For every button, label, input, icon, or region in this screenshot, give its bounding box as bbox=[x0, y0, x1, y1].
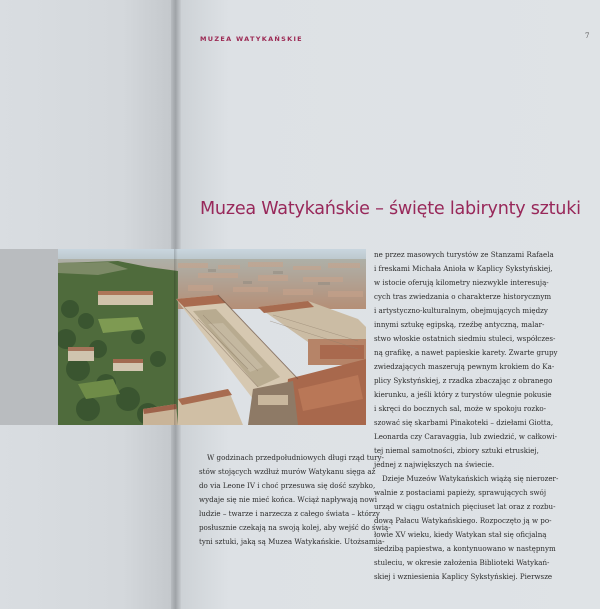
left-page-gray-band bbox=[0, 249, 58, 425]
text-line: posłusznie czekają na swoją kolej, aby wejść do świą- bbox=[199, 523, 391, 532]
text-line: i skręci do bocznych sal, może w spokoju rozko- bbox=[374, 404, 547, 413]
photo-fold-shadow bbox=[174, 249, 178, 425]
text-line: ludzie – twarze i narzecza z całego świata – którzy bbox=[199, 509, 380, 518]
text-line: W godzinach przedpołudniowych długi rząd tury- bbox=[207, 453, 384, 462]
aerial-photo bbox=[58, 249, 366, 425]
section-header: MUZEA WATYKAŃSKIE bbox=[200, 35, 303, 43]
text-line: w istocie oferują kilometry niezwykle interesują- bbox=[374, 278, 549, 287]
text-column-right bbox=[374, 248, 559, 584]
article-title: Muzea Watykańskie – święte labirynty sztuki bbox=[200, 199, 581, 219]
text-line: tej niemal samotności, zbiory sztuki etruskiej, bbox=[374, 446, 539, 455]
text-line: innymi sztukę egipską, rzeźbę antyczną, malar- bbox=[374, 320, 545, 329]
text-line: stów stojących wzdłuż murów Watykanu sięga aż bbox=[199, 467, 376, 476]
text-line: Dzieje Muzeów Watykańskich wiążą się nierozer- bbox=[382, 474, 559, 483]
page-number: 7 bbox=[585, 32, 590, 40]
text-line: walnie z postaciami papieży, sprawujących swój bbox=[374, 488, 547, 497]
aerial-photo-illustration bbox=[58, 249, 366, 425]
text-line: Leonarda czy Caravaggia, lub zwiedzić, w całkowi- bbox=[374, 432, 558, 441]
text-line: plicy Sykstyńskiej, z rzadka zbaczając z obranego bbox=[374, 376, 553, 385]
text-line: urząd w ciągu ostatnich pięciuset lat oraz z rozbu- bbox=[374, 502, 556, 511]
text-column-left bbox=[199, 451, 391, 549]
text-line: i freskami Michała Anioła w Kaplicy Sykstyńskiej, bbox=[374, 264, 553, 273]
text-line: tyni sztuki, jaką są Muzea Watykańskie. Utożsamia- bbox=[199, 537, 385, 546]
text-line: cych tras zwiedzania o charakterze historycznym bbox=[374, 292, 552, 301]
text-line: skiej i wzniesienia Kaplicy Sykstyńskiej. Pierwsze bbox=[374, 572, 553, 581]
text-line: jednej z największych na świecie. bbox=[374, 460, 495, 469]
text-line: szować się skarbami Pinakoteki – dziełami Giotta, bbox=[374, 418, 554, 427]
text-line: do via Leone IV i choć przesuwa się dość szybko, bbox=[199, 481, 376, 490]
text-line: wydaje się nie mieć końca. Wciąż napływają nowi bbox=[199, 495, 377, 504]
text-line: dową Pałacu Watykańskiego. Rozpoczęto ją w po- bbox=[374, 516, 552, 525]
text-line: ne przez masowych turystów ze Stanzami Rafaela bbox=[374, 250, 554, 259]
text-line: i artystyczno-kulturalnym, obejmujących między bbox=[374, 306, 548, 315]
text-line: łowie XV wieku, kiedy Watykan stał się oficjalną bbox=[374, 530, 547, 539]
text-line: stwo włoskie ostatnich siedmiu stuleci, współczes- bbox=[374, 334, 556, 343]
text-line: siedzibą papiestwa, a kontynuowano w następnym bbox=[374, 544, 556, 553]
text-line: ną grafikę, a nawet papieskie karety. Zwarte grupy bbox=[374, 348, 558, 357]
text-line: stuleciu, w okresie założenia Biblioteki Watykań- bbox=[374, 558, 550, 567]
text-line: kierunku, a jeśli który z turystów ulegnie pokusie bbox=[374, 390, 552, 399]
text-line: zwiedzających maszerują pewnym krokiem do Ka- bbox=[374, 362, 555, 371]
